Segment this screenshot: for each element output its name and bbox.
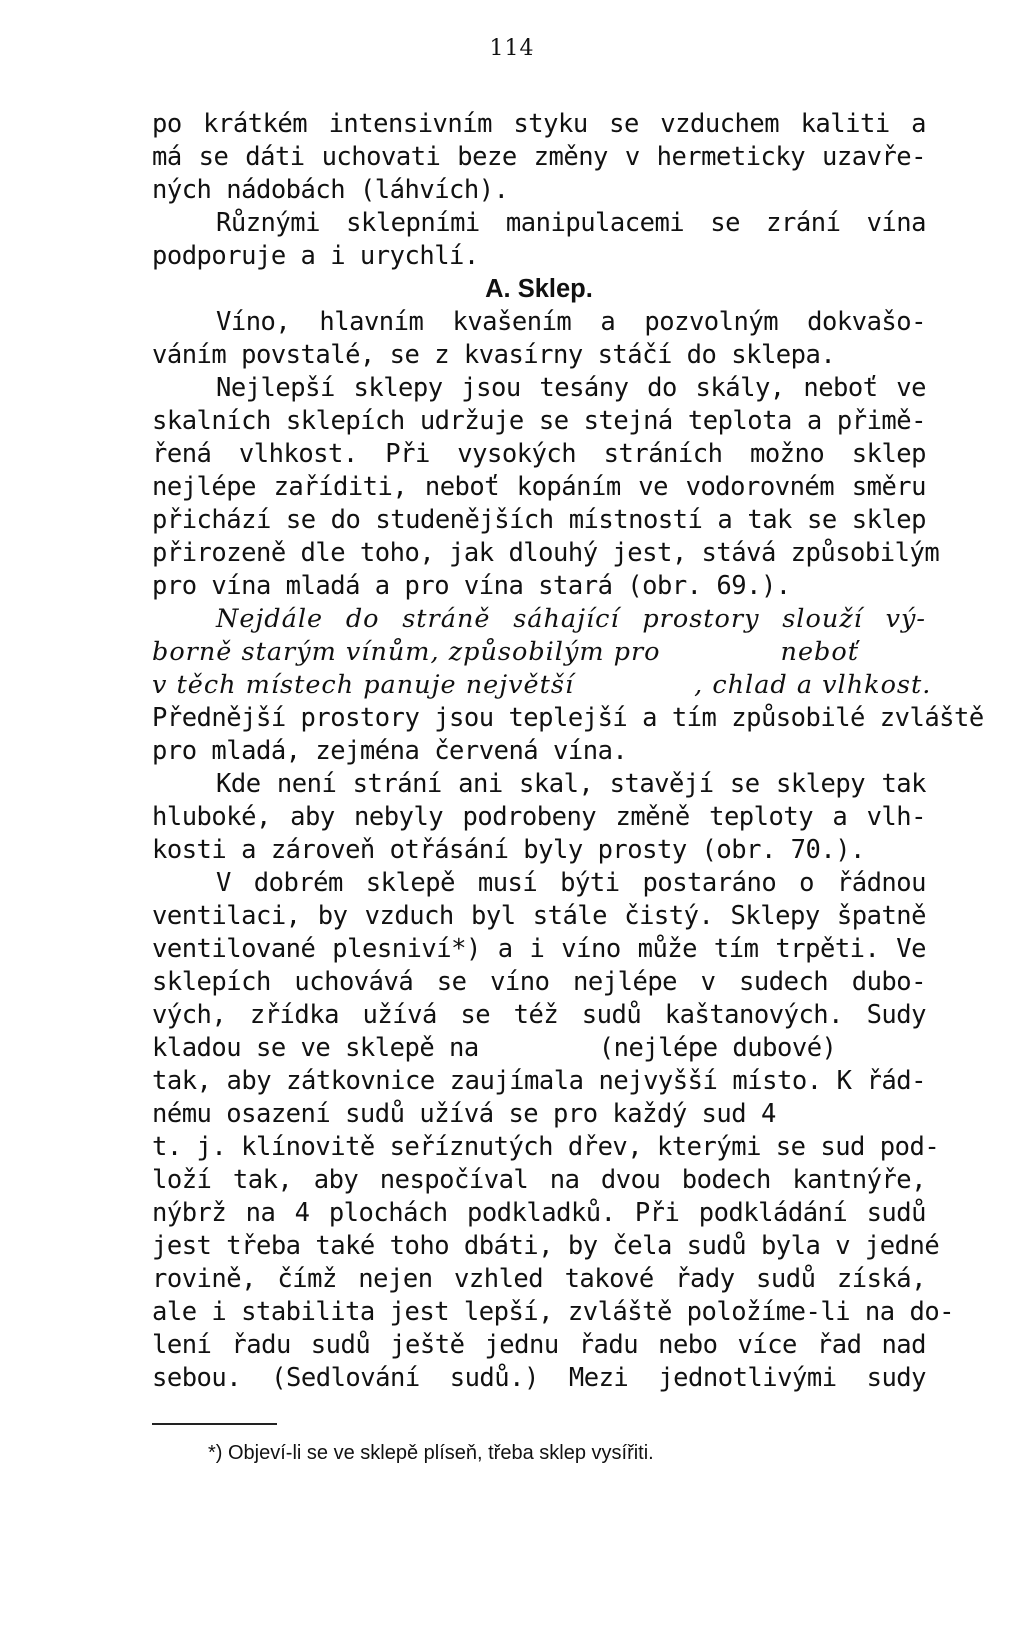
footnote: *) Objeví-li se ve sklepě plíseň, třeba sklep vysířiti.	[208, 1442, 654, 1464]
text-line: ale i stabilita jest lepší, zvláště položíme-li na do-	[152, 1297, 955, 1327]
text-line-part: kladou se ve sklepě na	[152, 1033, 479, 1063]
italic-line-part: borně starým vínům, způsobilým pro	[152, 637, 661, 667]
text-line: hluboké, aby nebyly podrobeny změně teploty a vlh-	[152, 802, 926, 832]
text-line: váním povstalé, se z kvasírny stáčí do sklepa.	[152, 340, 836, 370]
text-line: vých, zřídka užívá se též sudů kaštanových. Sudy	[152, 1000, 926, 1030]
text-line: pro mladá, zejména červená vína.	[152, 736, 628, 766]
text-line: má se dáti uchovati beze změny v hermeticky uzavře-	[152, 142, 926, 172]
text-line: Různými sklepními manipulacemi se zrání vína	[216, 208, 926, 238]
text-line: pro vína mladá a pro vína stará (obr. 69.).	[152, 571, 791, 601]
footnote-divider	[152, 1423, 277, 1425]
text-line-part: (nejlépe dubové)	[598, 1033, 837, 1063]
page-number: 114	[489, 36, 535, 61]
text-line: skalních sklepích udržuje se stejná teplota a přimě-	[152, 406, 926, 436]
text-line: Přednější prostory jsou teplejší a tím způsobilé zvláště	[152, 703, 984, 733]
text-line: řená vlhkost. Při vysokých stráních možno sklep	[152, 439, 926, 469]
text-line: V dobrém sklepě musí býti postaráno o řádnou	[216, 868, 926, 898]
italic-line-part: v těch místech panuje největší	[152, 670, 575, 700]
text-line: sklepích uchovává se víno nejlépe v sudech dubo-	[152, 967, 926, 997]
text-line: podporuje a i urychlí.	[152, 241, 479, 271]
text-line: po krátkém intensivním styku se vzduchem kaliti a	[152, 109, 926, 139]
italic-line-part: neboť	[780, 637, 859, 667]
text-line: tak, aby zátkovnice zaujímala nejvyšší místo. K řád-	[152, 1066, 926, 1096]
text-line: přirozeně dle toho, jak dlouhý jest, stává způsobilým	[152, 538, 940, 568]
text-line: jest třeba také toho dbáti, by čela sudů byla v jedné	[152, 1231, 940, 1261]
italic-line	[152, 669, 932, 702]
text-line: kosti a zároveň otřásání byly prosty (obr. 70.).	[152, 835, 865, 865]
text-line: t. j. klínovitě seříznutých dřev, kterými se sud pod-	[152, 1132, 940, 1162]
section-heading: A. Sklep.	[485, 275, 593, 303]
italic-line: Nejdále do stráně sáhající prostory slouží vý-	[216, 604, 926, 634]
italic-line	[152, 636, 926, 669]
text-line: Víno, hlavním kvašením a pozvolným dokvašo-	[216, 307, 926, 337]
text-line: přichází se do studenějších místností a tak se sklep	[152, 505, 926, 535]
text-line: nýbrž na 4 plochách podkladků. Při podkládání sudů	[152, 1198, 926, 1228]
text-line: nejlépe zaříditi, neboť kopáním ve vodorovném směru	[152, 472, 926, 502]
text-line: nému osazení sudů užívá se pro každý sud 4	[152, 1099, 776, 1129]
text-line: Nejlepší sklepy jsou tesány do skály, neboť ve	[216, 373, 926, 403]
text-line	[152, 1032, 926, 1065]
text-line: sebou. (Sedlování sudů.) Mezi jednotlivými sudy	[152, 1363, 926, 1393]
text-line: ných nádobách (láhvích).	[152, 175, 509, 205]
body-text	[152, 108, 984, 1395]
text-line: Kde není strání ani skal, stavějí se sklepy tak	[216, 769, 926, 799]
text-line: ventilované plesniví*) a i víno může tím trpěti. Ve	[152, 934, 926, 964]
text-line: lení řadu sudů ještě jednu řadu nebo více řad nad	[152, 1330, 926, 1360]
italic-line-part: , chlad a vlhkost.	[694, 670, 932, 700]
text-line: rovině, čímž nejen vzhled takové řady sudů získá,	[152, 1264, 926, 1294]
text-line: ventilaci, by vzduch byl stále čistý. Sklepy špatně	[152, 901, 926, 931]
text-line: loží tak, aby nespočíval na dvou bodech kantnýře,	[152, 1165, 926, 1195]
